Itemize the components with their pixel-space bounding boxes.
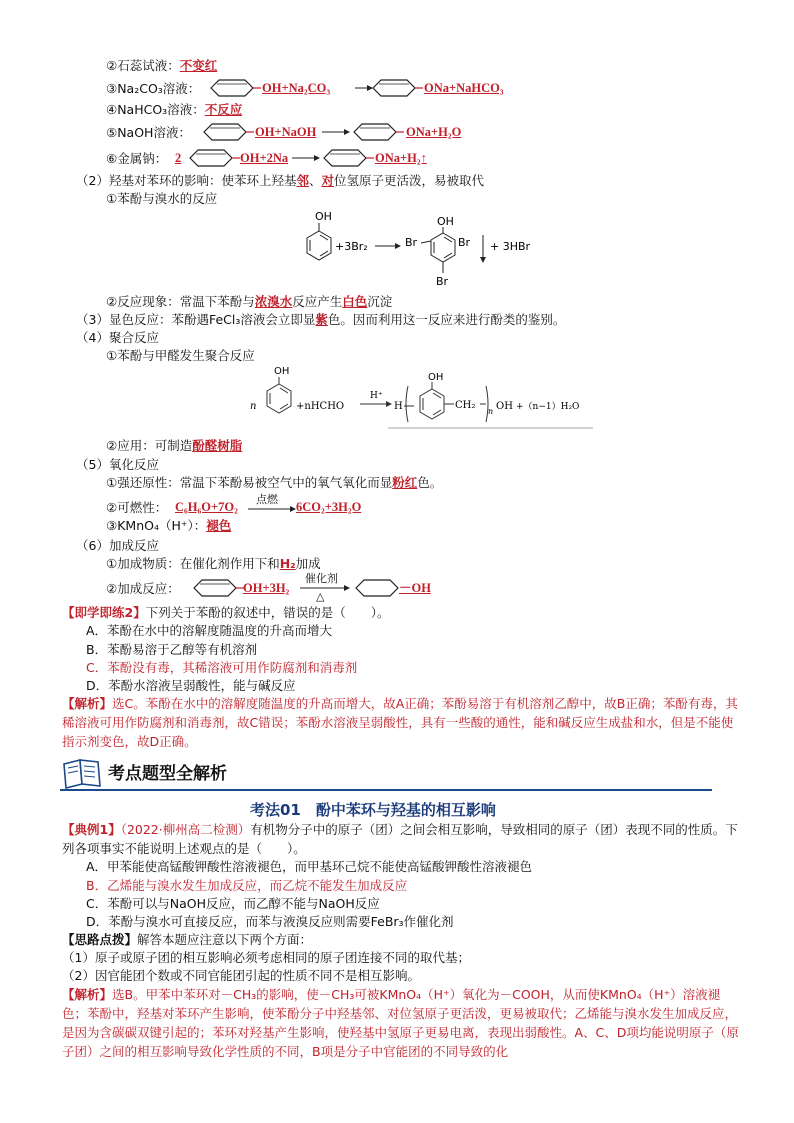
section-title: 考点题型全解析 — [108, 764, 227, 784]
book-icon — [60, 756, 104, 790]
label: ④NaHCO₃溶液： — [106, 102, 205, 117]
hint-tag: 【思路点拨】 — [62, 932, 138, 947]
combustion-condition: 点燃 — [256, 493, 278, 506]
sep: 、 — [308, 173, 322, 188]
line-addition-title: （6）加成反应 — [76, 538, 159, 553]
answer: 不变红 — [179, 58, 218, 73]
text: 加成 — [295, 556, 321, 571]
example-source: （2022·柳州高二检测） — [120, 822, 251, 837]
line-kmno4 — [106, 517, 231, 534]
benzene-ring-icon — [324, 150, 366, 166]
h-label: H — [394, 401, 403, 412]
hint-text: 解答本题应注意以下两个方面： — [137, 932, 313, 947]
benzene-ring-icon — [431, 233, 455, 262]
naoh-left: OH+NaOH — [255, 125, 317, 139]
answer: 粉红 — [392, 475, 418, 490]
text: ②应用：可制造 — [106, 438, 193, 453]
benzene-ring-icon — [373, 80, 415, 96]
reagent-label: +nHCHO — [296, 401, 345, 412]
option-a: A．苯酚在水中的溶解度随温度的升高而增大 — [86, 623, 333, 638]
answer-para: 对 — [321, 173, 335, 188]
answer: 浓溴水 — [254, 294, 293, 309]
catalyst-label: H⁺ — [370, 391, 383, 401]
cyclohexane-ring-icon — [356, 580, 398, 596]
text: 位氢原子更活泼，易被取代 — [334, 173, 485, 188]
benzene-ring-icon — [267, 384, 291, 413]
water-label: +（n−1）H₂O — [516, 402, 580, 412]
n-label: n — [250, 401, 257, 412]
example-analysis — [62, 985, 742, 1061]
analysis-text: 选C。苯酚在水中的溶解度随温度的升高而增大，故A正确；苯酚易溶于有机溶剂乙醇中，故B正确；苯酚有毒，其稀溶液可用作防腐剂和消毒剂，故C错误；苯酚水溶液呈弱酸性，具有一些酸的通性，能和碱反应生成盐和水，但是不能使指示剂变色，故D正确。 — [62, 696, 738, 749]
label: ②石蕊试液： — [106, 58, 180, 73]
benzene-ring-icon — [194, 580, 236, 596]
line-addition-reaction — [106, 580, 180, 597]
line-hydroxyl-effect — [76, 172, 484, 189]
addition-right: －OH — [399, 581, 431, 595]
arrow-head-icon — [314, 155, 320, 161]
example-question — [62, 820, 742, 858]
oh-label: OH — [274, 366, 290, 377]
bromine-reaction-figure — [295, 205, 531, 290]
br-label: Br — [458, 236, 471, 249]
arrow-head-icon — [367, 85, 373, 91]
polymer-reaction-figure — [248, 362, 598, 432]
line-na2co3 — [106, 80, 200, 97]
combustion-arrow — [248, 505, 298, 513]
line-application — [106, 437, 242, 454]
practice-analysis — [62, 694, 742, 751]
benzene-ring-icon — [420, 389, 444, 419]
benzene-ring-icon — [211, 80, 253, 96]
bracket-right — [486, 386, 488, 422]
addition-heat: △ — [316, 590, 325, 603]
hint-line — [62, 931, 312, 948]
example-tag: 【典例1】 — [62, 822, 121, 837]
answer: 不反应 — [204, 102, 243, 117]
line-polymer-sub: ①苯酚与甲醛发生聚合反应 — [106, 348, 255, 363]
bond-line — [421, 241, 431, 243]
method-title: 考法01 酚中苯环与羟基的相互影响 — [250, 801, 496, 819]
addition-left: OH+3H₂ — [243, 581, 290, 595]
line-naoh — [106, 124, 191, 141]
oh-label: OH — [428, 372, 444, 383]
na2co3-left: OH+Na₂CO₃ — [262, 81, 331, 95]
benzene-ring-icon — [204, 124, 246, 140]
line-polymer-title: （4）聚合反应 — [76, 330, 159, 345]
arrow-head-icon — [395, 243, 401, 249]
line-nahco3 — [106, 101, 242, 118]
answer-ortho: 邻 — [296, 173, 309, 188]
label: ③Na₂CO₃溶液： — [106, 81, 201, 96]
text: ①强还原性：常温下苯酚易被空气中的氧气氧化而显 — [106, 475, 393, 490]
n-sub-label: n — [488, 407, 494, 416]
practice-question — [62, 604, 389, 621]
question-text: 有机物分子中的原子（团）之间会相互影响，导致相同的原子（团）表现不同的性质。下列各项事实不能说明上述观点的是（ ）。 — [62, 822, 738, 856]
reagent-label: +3Br₂ — [335, 240, 368, 253]
label: ②加成反应： — [106, 581, 180, 596]
text: 沉淀 — [367, 294, 393, 309]
sodium-right: ONa+H₂↑ — [375, 151, 427, 165]
sodium-left: OH+2Na — [240, 151, 289, 165]
br-label: Br — [436, 275, 449, 288]
analysis-tag: 【解析】 — [62, 696, 113, 711]
answer: 紫 — [315, 312, 328, 327]
combustion-left: C₆H₆O+7O₂ — [175, 500, 238, 514]
oh-label: OH — [315, 210, 332, 223]
question-text: 下列关于苯酚的叙述中，错误的是（ ）。 — [145, 605, 390, 620]
product-label: + 3HBr — [490, 240, 531, 253]
na2co3-right: ONa+NaHCO₃ — [424, 81, 504, 95]
option-c: C．苯酚没有毒，其稀溶液可用作防腐剂和消毒剂 — [86, 660, 358, 675]
text: 色。因而利用这一反应来进行酚类的鉴别。 — [327, 312, 566, 327]
analysis-text: 选B。甲苯中苯环对－CH₃的影响，使－CH₃可被KMnO₄（H⁺）氧化为－COOH，从而使KMnO₄（H⁺）溶液褪色；苯酚中，羟基对苯环产生影响，使苯酚分子中羟基邻、对位氢原子更活泼，更易被取代；乙烯能与溴水发生加成反应，是因为含碳碳双键引起的；苯环对羟基产生影响，使羟基中氢原子更易电离，表现出弱酸性。A、C、D项均能说明原子（原子团）之间的相互影响导致化学性质的不同，B项是分子中官能团的不同导致的化 — [62, 987, 739, 1059]
hint-2: （2）因官能团个数或不同官能团引起的性质不同不是相互影响。 — [62, 968, 420, 983]
label: ⑥金属钠： — [106, 151, 168, 166]
answer: H₂ — [279, 556, 296, 571]
example-option-a: A．甲苯能使高锰酸钾酸性溶液褪色，而甲基环己烷不能使高锰酸钾酸性溶液褪色 — [86, 859, 533, 874]
option-b: B．苯酚易溶于乙醇等有机溶剂 — [86, 642, 258, 657]
hint-1: （1）原子或原子团的相互影响必须考虑相同的原子团连接不同的取代基； — [62, 950, 470, 965]
combustion-right: 6CO₂+3H₂O — [296, 500, 362, 514]
line-bromine-title: ①苯酚与溴水的反应 — [106, 191, 218, 206]
answer: 酚醛树脂 — [192, 438, 243, 453]
br-label: Br — [405, 236, 418, 249]
naoh-right: ONa+H₂O — [406, 125, 462, 139]
answer: 褪色 — [206, 518, 232, 533]
line-sodium — [106, 150, 167, 167]
example-option-c: C．苯酚可以与NaOH反应，而乙醇不能与NaOH反应 — [86, 896, 380, 911]
sodium-coef: 2 — [175, 151, 182, 165]
text: ②反应现象：常温下苯酚与 — [106, 294, 255, 309]
label: ②可燃性： — [106, 500, 168, 515]
addition-catalyst: 催化剂 — [305, 572, 338, 585]
analysis-tag: 【解析】 — [62, 987, 113, 1002]
bracket-left — [406, 386, 408, 422]
line-litmus — [106, 57, 217, 74]
practice-tag: 【即学即练2】 — [62, 605, 146, 620]
arrow-head-icon — [344, 129, 350, 135]
line-combustion — [106, 499, 167, 516]
oh-label: OH — [496, 401, 513, 412]
option-d: D．苯酚水溶液呈弱酸性，能与碱反应 — [86, 678, 296, 693]
label: ⑤NaOH溶液： — [106, 125, 191, 140]
line-phenomenon — [106, 293, 392, 310]
precipitate-arrow-icon — [480, 257, 486, 263]
line-color-reaction — [76, 311, 565, 328]
example-option-d: D．苯酚与溴水可直接反应，而苯与液溴反应则需要FeBr₃作催化剂 — [86, 914, 454, 929]
section-divider — [60, 789, 712, 791]
line-oxidation-title: （5）氧化反应 — [76, 457, 159, 472]
line-addition-material — [106, 555, 321, 572]
example-option-b: B．乙烯能与溴水发生加成反应，而乙烷不能发生加成反应 — [86, 878, 408, 893]
arrow-head-icon — [386, 401, 392, 407]
oh-label: OH — [437, 215, 454, 228]
text: （2）羟基对苯环的影响：使苯环上羟基 — [76, 173, 297, 188]
benzene-ring-icon — [354, 124, 396, 140]
ch2-label: CH₂ — [455, 400, 476, 411]
text: 色。 — [417, 475, 443, 490]
answer: 白色 — [342, 294, 368, 309]
text: ①加成物质：在催化剂作用下和 — [106, 556, 280, 571]
benzene-ring-icon — [190, 150, 232, 166]
text: 反应产生 — [292, 294, 343, 309]
text: （3）显色反应：苯酚遇FeCl₃溶液会立即显 — [76, 312, 316, 327]
line-reducibility — [106, 474, 442, 491]
arrow-head-icon — [344, 585, 350, 591]
benzene-ring-icon — [307, 231, 331, 260]
label: ③KMnO₄（H⁺）： — [106, 518, 207, 533]
